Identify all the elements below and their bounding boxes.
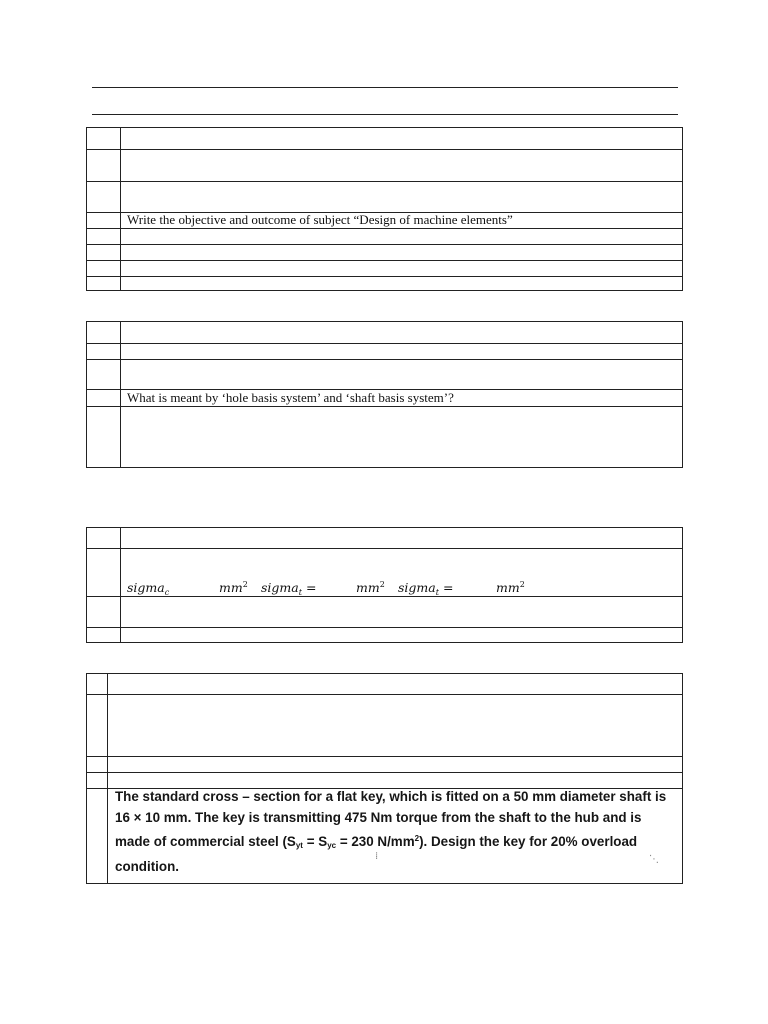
table-row [87,149,682,181]
unit-2: $mm^2$ [356,580,385,595]
question-text: Write the objective and outcome of subject “Design of machine elements” [127,212,513,227]
table-row [87,788,682,883]
scan-speck: ⁞ [375,851,379,862]
table-row [87,406,682,467]
question-text: What is meant by ‘hole basis system’ and ‘shaft basis system’? [127,390,454,405]
table-row [87,276,682,290]
table-row [87,548,682,596]
row-number-cell [87,128,121,149]
table-row [87,228,682,244]
row-number-cell [87,245,121,260]
table-row [87,756,682,772]
stress-symbol-3: sigma$_t$ = [398,580,454,597]
table-row [87,596,682,627]
table-row [87,674,682,694]
stress-symbol-2: sigma$_t$ = [261,580,317,597]
unit-1: $mm^2$ [219,580,248,595]
question-line: condition. [115,859,179,874]
header-rule-bottom [92,114,678,115]
table-row [87,260,682,276]
row-number-cell [87,322,121,343]
unit-3: $mm^2$ [496,580,525,595]
question-line: The standard cross – section for a flat key, which is fitted on a 50 mm diameter shaft is [115,789,667,804]
row-number-cell [87,360,121,389]
question-line: 16 × 10 mm. The key is transmitting 475 Nm torque from the shaft to the hub and is [115,810,642,825]
table-row [87,343,682,359]
row-number-cell [87,789,108,883]
table-row [87,244,682,260]
row-number-cell [87,261,121,276]
table-row [87,528,682,548]
table-row [87,694,682,756]
scanned-question-text [115,786,666,877]
row-number-cell [87,597,121,627]
row-number-cell [87,549,121,596]
table-row [87,627,682,642]
row-number-cell [87,229,121,244]
row-number-cell [87,277,121,290]
row-number-cell [87,757,108,772]
row-number-cell [87,182,121,212]
scan-speck: ⋱ [649,854,659,865]
table-row [87,128,682,149]
table-row [87,322,682,343]
row-number-cell [87,213,121,228]
row-number-cell [87,528,121,548]
question-line: made of commercial steel ($S_{yt} = S_{yc} = 230$ $N/mm^2$). Design the key for 20% overload [115,834,638,850]
stress-symbol-1: sigma$_c$ [127,580,170,597]
question-table-2 [86,321,683,468]
row-number-cell [87,150,121,181]
row-number-cell [87,773,108,788]
table-row [87,181,682,212]
row-number-cell [87,628,121,642]
row-number-cell [87,695,108,756]
row-number-cell [87,674,108,694]
row-number-cell [87,407,121,467]
header-rule-top [92,87,678,88]
question-table-1 [86,127,683,291]
row-number-cell [87,344,121,359]
question-table-3 [86,527,683,643]
table-row [87,212,682,228]
table-row [87,359,682,389]
table-row [87,389,682,406]
question-table-4 [86,673,683,884]
row-number-cell [87,390,121,406]
